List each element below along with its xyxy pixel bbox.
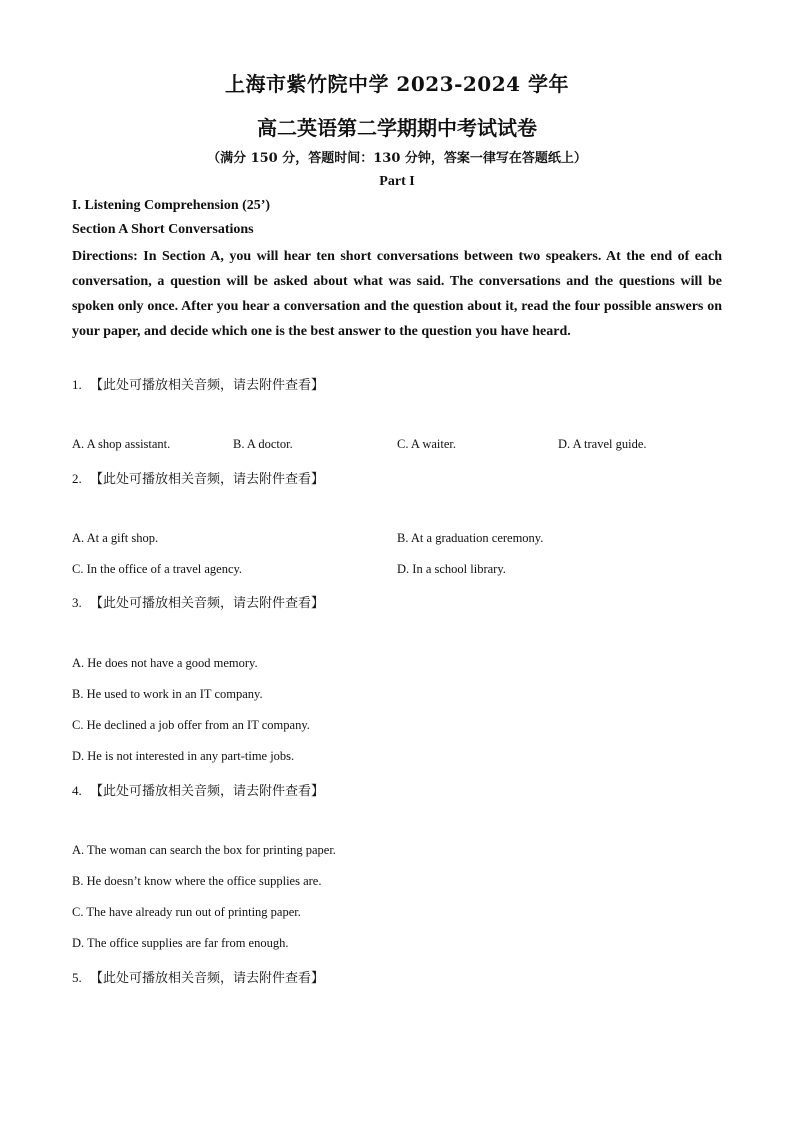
- section-heading: I. Listening Comprehension (25’): [72, 198, 271, 213]
- question-2: [72, 468, 324, 487]
- audio-placeholder: 【此处可播放相关音频，请去附件查看】: [90, 472, 325, 487]
- option-a: A. The woman can search the box for printing paper.: [72, 843, 336, 857]
- option-a: A. At a gift shop.: [72, 531, 159, 545]
- question-1: [72, 374, 324, 393]
- option-d: D. The office supplies are far from enough.: [72, 936, 289, 950]
- directions-paragraph: Directions: In Section A, you will hear ten short conversations between two speakers. At the end of each conversation, a question will be asked about what was said. The conversations and the questions will be spoken only once. After you hear a conversation and the question about it, read the four possible answers on your paper, and decide which one is the best answer to the question you have heard.: [72, 249, 722, 339]
- part-label: Part I: [379, 174, 415, 189]
- option-c: C. He declined a job offer from an IT company.: [72, 718, 310, 732]
- audio-placeholder: 【此处可播放相关音频，请去附件查看】: [90, 971, 325, 986]
- question-number: 2.: [72, 471, 82, 486]
- audio-placeholder: 【此处可播放相关音频，请去附件查看】: [90, 596, 325, 611]
- option-c: C. In the office of a travel agency.: [72, 562, 243, 576]
- exam-title-line1: 上海市紫竹院中学 2023-2024 学年: [224, 72, 570, 96]
- option-a: A. A shop assistant.: [72, 437, 171, 451]
- option-d: D. In a school library.: [397, 562, 506, 576]
- question-number: 3.: [72, 595, 82, 610]
- question-4: [72, 780, 324, 799]
- question-3: [72, 592, 324, 611]
- option-a: A. He does not have a good memory.: [72, 656, 258, 670]
- subsection-heading: Section A Short Conversations: [72, 222, 254, 237]
- option-b: B. He doesn’t know where the office supplies are.: [72, 874, 322, 888]
- option-b: B. At a graduation ceremony.: [397, 531, 544, 545]
- question-5: [72, 967, 324, 986]
- option-b: B. He used to work in an IT company.: [72, 687, 263, 701]
- audio-placeholder: 【此处可播放相关音频，请去附件查看】: [90, 784, 325, 799]
- exam-title-line2: 高二英语第二学期期中考试试卷: [257, 116, 537, 140]
- option-c: C. The have already run out of printing paper.: [72, 905, 301, 919]
- audio-placeholder: 【此处可播放相关音频，请去附件查看】: [90, 378, 325, 393]
- exam-instructions: （满分 150 分，答题时间：130 分钟，答案一律写在答题纸上）: [207, 151, 587, 166]
- option-d: D. He is not interested in any part-time jobs.: [72, 749, 295, 763]
- question-number: 4.: [72, 783, 82, 798]
- option-b: B. A doctor.: [233, 437, 293, 451]
- question-number: 1.: [72, 377, 82, 392]
- option-d: D. A travel guide.: [558, 437, 647, 451]
- question-number: 5.: [72, 970, 82, 985]
- option-c: C. A waiter.: [397, 437, 457, 451]
